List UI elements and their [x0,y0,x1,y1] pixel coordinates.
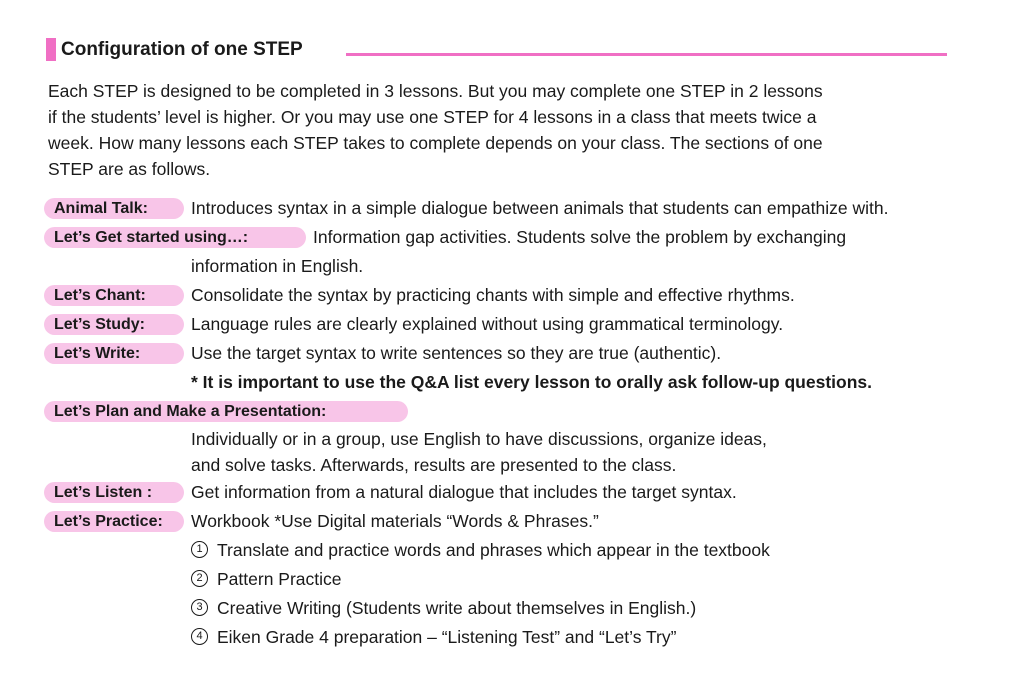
section-description: Consolidate the syntax by practicing chants with simple and effective rhythms. [191,285,795,305]
section-label: Animal Talk: [44,198,184,219]
section-label: Let’s Practice: [44,511,184,532]
section-description: Use the target syntax to write sentences so they are true (authentic). [191,343,722,363]
section-get-started [44,223,1004,281]
intro-line: Each STEP is designed to be completed in 3 lessons. But you may complete one STEP in 2 lessons [48,81,823,101]
circled-number: 1 [191,541,208,558]
practice-item-text: Eiken Grade 4 preparation – “Listening Test” and “Let’s Try” [217,627,677,647]
section-label: Let’s Chant: [44,285,184,306]
section-description-continued: information in English. [191,256,364,276]
section-animal-talk [44,194,1004,223]
section-description: Language rules are clearly explained without using grammatical terminology. [191,314,784,334]
section-label: Let’s Get started using…: [44,227,306,248]
circled-number: 3 [191,599,208,616]
section-heading [46,36,946,64]
section-chant [44,281,1004,310]
section-label: Let’s Write: [44,343,184,364]
section-description: Get information from a natural dialogue that includes the target syntax. [191,482,737,502]
heading-marker [46,38,56,61]
practice-item-text: Creative Writing (Students write about themselves in English.) [217,598,697,618]
qa-note [44,368,1004,397]
intro-line: week. How many lessons each STEP takes to complete depends on your class. The sections of one [48,133,823,153]
section-label: Let’s Study: [44,314,184,335]
section-label: Let’s Plan and Make a Presentation: [44,401,408,422]
note-text: * It is important to use the Q&A list every lesson to orally ask follow-up questions. [191,372,873,392]
section-description: Individually or in a group, use English to have discussions, organize ideas, [191,429,767,449]
section-practice [44,507,1004,536]
section-description: Workbook *Use Digital materials “Words & Phrases.” [191,511,599,531]
intro-line: if the students’ level is higher. Or you may use one STEP for 4 lessons in a class that meets twice a [48,107,817,127]
section-plan-description [44,426,1004,478]
section-label: Let’s Listen : [44,482,184,503]
section-plan [44,397,1004,426]
practice-item-text: Translate and practice words and phrases which appear in the textbook [217,540,770,560]
practice-item-text: Pattern Practice [217,569,342,589]
circled-number: 2 [191,570,208,587]
intro-paragraph [48,78,968,182]
section-description: Introduces syntax in a simple dialogue between animals that students can empathize with. [191,198,889,218]
section-description: and solve tasks. Afterwards, results are presented to the class. [191,455,677,475]
practice-item [44,536,1004,565]
page-title: Configuration of one STEP [61,39,303,60]
practice-item [44,623,1004,652]
section-study [44,310,1004,339]
section-list [44,194,1004,652]
heading-rule [346,53,947,56]
section-write [44,339,1004,368]
practice-item [44,594,1004,623]
section-description: Information gap activities. Students solve the problem by exchanging [313,227,847,247]
circled-number: 4 [191,628,208,645]
section-listen [44,478,1004,507]
practice-item [44,565,1004,594]
intro-line: STEP are as follows. [48,159,211,179]
